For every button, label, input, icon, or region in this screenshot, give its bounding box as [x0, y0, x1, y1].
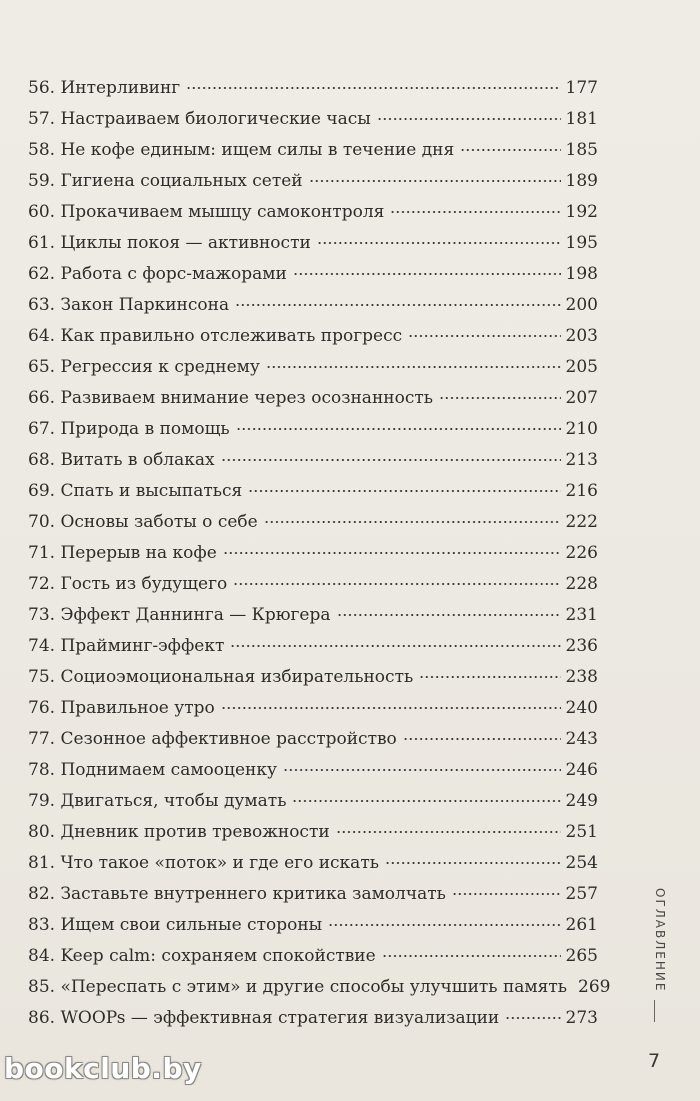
dot-leader	[337, 614, 561, 616]
dot-leader	[283, 769, 561, 771]
toc-entry-page: 181	[565, 109, 598, 129]
dot-leader	[221, 459, 561, 461]
dot-leader	[336, 831, 561, 833]
toc-entry-title: 80. Дневник против тревожности	[28, 822, 330, 842]
toc-entry	[28, 569, 598, 600]
toc-entry-title: 71. Перерыв на кофе	[28, 543, 217, 563]
toc-entry-title: 86. WOOPs — эффективная стратегия визуализации	[28, 1008, 500, 1028]
toc-entry	[28, 631, 598, 662]
toc-entry-title: 59. Гигиена социальных сетей	[28, 171, 303, 191]
toc-entry-page: 261	[565, 915, 598, 935]
side-rule-divider	[654, 1000, 655, 1022]
toc-entry	[28, 414, 598, 445]
toc-entry-page: 246	[565, 760, 598, 780]
toc-entry-page: 213	[565, 450, 598, 470]
page-number: 7	[647, 1050, 661, 1072]
toc-entry	[28, 135, 598, 166]
toc-entry-page: 269	[578, 977, 611, 997]
toc-entry	[28, 507, 598, 538]
toc-entry-title: 81. Что такое «поток» и где его искать	[28, 853, 379, 873]
toc-entry-title: 82. Заставьте внутреннего критика замолчать	[28, 884, 446, 904]
toc-entry-title: 63. Закон Паркинсона	[28, 295, 230, 315]
dot-leader	[328, 924, 560, 926]
toc-entry-page: 222	[565, 512, 598, 532]
dot-leader	[266, 366, 561, 368]
toc-entry-page: 238	[565, 667, 598, 687]
dot-leader	[186, 87, 560, 89]
toc-entry-page: 185	[565, 140, 598, 160]
toc-entry-title: 72. Гость из будущего	[28, 574, 228, 594]
dot-leader	[233, 583, 560, 585]
toc-entry	[28, 445, 598, 476]
toc-entry-page: 192	[565, 202, 598, 222]
dot-leader	[309, 180, 561, 182]
dot-leader	[403, 738, 561, 740]
dot-leader	[505, 1017, 560, 1019]
toc-entry-page: 243	[565, 729, 598, 749]
table-of-contents	[28, 73, 611, 1034]
toc-entry-title: 75. Социоэмоциональная избирательность	[28, 667, 414, 687]
toc-entry-page: 189	[565, 171, 598, 191]
toc-entry	[28, 817, 598, 848]
toc-entry	[28, 724, 598, 755]
toc-entry-title: 74. Прайминг-эффект	[28, 636, 225, 656]
toc-entry-page: 254	[565, 853, 598, 873]
dot-leader	[382, 955, 561, 957]
toc-entry-title: 61. Циклы покоя — активности	[28, 233, 311, 253]
toc-entry-page: 273	[565, 1008, 598, 1028]
toc-entry	[28, 693, 598, 724]
toc-entry-title: 66. Развиваем внимание через осознанность	[28, 388, 434, 408]
toc-entry-page: 200	[565, 295, 598, 315]
toc-entry	[28, 383, 598, 414]
toc-entry	[28, 228, 598, 259]
toc-entry-page: 226	[565, 543, 598, 563]
dot-leader	[221, 707, 561, 709]
dot-leader	[317, 242, 561, 244]
dot-leader	[385, 862, 561, 864]
toc-entry-page: 198	[565, 264, 598, 284]
toc-entry-page: 231	[565, 605, 598, 625]
dot-leader	[452, 893, 561, 895]
toc-entry-title: 79. Двигаться, чтобы думать	[28, 791, 287, 811]
toc-entry-page: 249	[565, 791, 598, 811]
toc-entry	[28, 259, 598, 290]
dot-leader	[460, 149, 560, 151]
dot-leader	[390, 211, 560, 213]
toc-entry-title: 76. Правильное утро	[28, 698, 215, 718]
toc-entry-page: 240	[565, 698, 598, 718]
toc-entry-title: 73. Эффект Даннинга — Крюгера	[28, 605, 331, 625]
dot-leader	[439, 397, 561, 399]
toc-entry	[28, 848, 598, 879]
toc-entry-title: 69. Спать и высыпаться	[28, 481, 243, 501]
toc-entry	[28, 104, 598, 135]
toc-entry-title: 65. Регрессия к среднему	[28, 357, 260, 377]
toc-entry	[28, 290, 598, 321]
watermark-logo: bookclub.by	[4, 1052, 202, 1085]
toc-entry-title: 68. Витать в облаках	[28, 450, 215, 470]
toc-entry	[28, 476, 598, 507]
toc-entry-title: 62. Работа с форс-мажорами	[28, 264, 287, 284]
toc-entry-page: 203	[565, 326, 598, 346]
toc-entry-title: 70. Основы заботы о себе	[28, 512, 258, 532]
toc-entry-page: 228	[565, 574, 598, 594]
toc-entry-title: 56. Интерливинг	[28, 78, 181, 98]
dot-leader	[293, 273, 561, 275]
toc-entry-title: 84. Keep calm: сохраняем спокойствие	[28, 946, 376, 966]
toc-entry	[28, 600, 598, 631]
dot-leader	[248, 490, 560, 492]
toc-entry-page: 210	[565, 419, 598, 439]
toc-entry	[28, 879, 598, 910]
dot-leader	[264, 521, 561, 523]
toc-entry-title: 64. Как правильно отслеживать прогресс	[28, 326, 403, 346]
toc-entry	[28, 755, 598, 786]
toc-entry	[28, 786, 598, 817]
toc-entry-title: 78. Поднимаем самооценку	[28, 760, 277, 780]
dot-leader	[292, 800, 560, 802]
toc-entry-page: 236	[565, 636, 598, 656]
toc-entry	[28, 166, 598, 197]
toc-entry	[28, 538, 598, 569]
dot-leader	[235, 304, 560, 306]
toc-entry-page: 205	[565, 357, 598, 377]
toc-entry	[28, 941, 598, 972]
toc-entry	[28, 352, 598, 383]
toc-entry	[28, 662, 598, 693]
section-side-label: ОГЛАВЛЕНИЕ	[653, 888, 667, 993]
toc-entry-title: 83. Ищем свои сильные стороны	[28, 915, 323, 935]
toc-entry-page: 251	[565, 822, 598, 842]
toc-entry-page: 177	[565, 78, 598, 98]
toc-entry-title: 67. Природа в помощь	[28, 419, 230, 439]
dot-leader	[408, 335, 560, 337]
toc-entry-title: 57. Настраиваем биологические часы	[28, 109, 371, 129]
dot-leader	[419, 676, 560, 678]
toc-entry-page: 257	[565, 884, 598, 904]
toc-entry-title: 77. Сезонное аффективное расстройство	[28, 729, 397, 749]
toc-entry-page: 207	[565, 388, 598, 408]
toc-entry-title: 58. Не кофе единым: ищем силы в течение дня	[28, 140, 455, 160]
toc-entry-page: 195	[565, 233, 598, 253]
toc-entry-page: 216	[565, 481, 598, 501]
dot-leader	[236, 428, 561, 430]
dot-leader	[223, 552, 561, 554]
toc-entry	[28, 73, 598, 104]
toc-entry	[28, 972, 611, 1003]
toc-entry	[28, 1003, 598, 1034]
toc-entry-title: 60. Прокачиваем мышцу самоконтроля	[28, 202, 385, 222]
dot-leader	[377, 118, 561, 120]
toc-entry	[28, 910, 598, 941]
toc-entry-page: 265	[565, 946, 598, 966]
toc-entry-title: 85. «Переспать с этим» и другие способы улучшить память	[28, 977, 568, 997]
toc-entry	[28, 321, 598, 352]
toc-entry	[28, 197, 598, 228]
dot-leader	[230, 645, 560, 647]
